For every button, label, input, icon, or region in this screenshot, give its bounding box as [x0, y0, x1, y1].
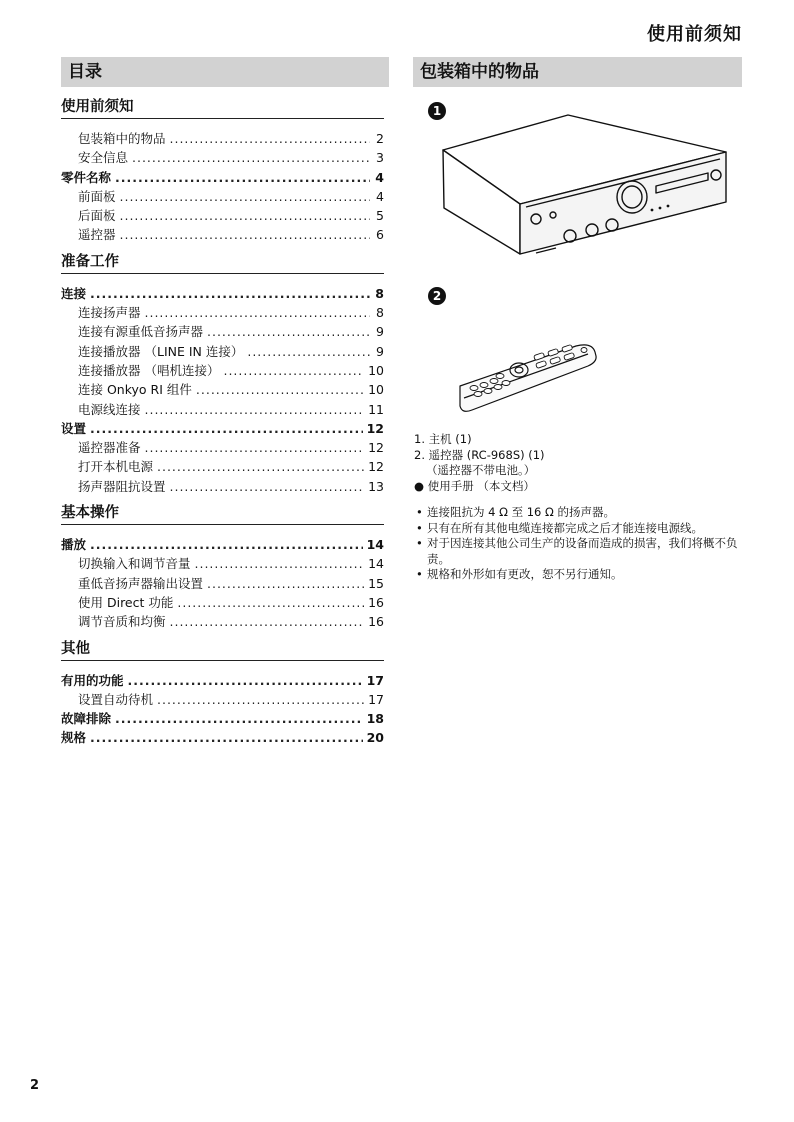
note-bullet: • [416, 505, 423, 519]
toc-entry[interactable] [61, 477, 384, 496]
toc-entry-label: 连接播放器 （唱机连接） [78, 362, 220, 378]
toc-entry[interactable] [61, 361, 384, 380]
note-bullet: • [416, 536, 423, 550]
toc-entry[interactable] [61, 709, 384, 728]
toc-entry[interactable] [61, 206, 384, 225]
toc-entry-page: 12 [368, 459, 384, 475]
toc-entry[interactable] [61, 148, 384, 167]
toc-group [61, 253, 384, 496]
toc-entry-label: 重低音扬声器输出设置 [78, 575, 204, 591]
toc-entry-label: 安全信息 [78, 150, 129, 166]
toc-entry-page: 9 [376, 324, 384, 340]
toc-entry-page: 8 [376, 305, 384, 321]
toc-entry-label: 设置自动待机 [78, 691, 154, 707]
toc-entry-label: 播放 [61, 537, 87, 553]
toc-group-title: 其他 [61, 640, 384, 661]
toc-entry-label: 后面板 [78, 208, 116, 224]
toc-entry-page: 11 [368, 401, 384, 417]
table-of-contents [61, 98, 384, 748]
toc-entry-page: 20 [366, 730, 384, 746]
toc-entry-page: 12 [366, 420, 384, 436]
toc-entry-label: 连接 [61, 285, 87, 301]
toc-entry-label: 故障排除 [61, 711, 112, 727]
toc-entry[interactable] [61, 400, 384, 419]
toc-entry-label: 包装箱中的物品 [78, 131, 166, 146]
toc-group [61, 504, 384, 631]
toc-entry-label: 打开本机电源 [78, 459, 154, 475]
note-item [416, 521, 746, 537]
toc-entry-page: 10 [368, 362, 384, 378]
item-main-unit: 1. 主机 (1) [414, 432, 472, 446]
toc-group-title: 基本操作 [61, 504, 384, 525]
toc-entry[interactable] [61, 129, 384, 148]
toc-entry-label: 扬声器阻抗设置 [78, 478, 166, 494]
toc-entry-page: 14 [368, 556, 384, 572]
toc-entry-page: 9 [376, 343, 384, 359]
toc-entry[interactable] [61, 728, 384, 747]
remote-control-illustration [456, 340, 600, 416]
toc-entry-page: 18 [366, 711, 384, 727]
main-unit-illustration [440, 112, 730, 260]
toc-entry-page: 6 [376, 227, 384, 243]
toc-entry[interactable] [61, 168, 384, 187]
note-item [416, 505, 746, 521]
toc-entry-page: 16 [368, 594, 384, 610]
toc-entry[interactable] [61, 438, 384, 457]
toc-entry[interactable] [61, 284, 384, 303]
toc-section-title: 目录 [61, 57, 389, 87]
toc-entry-page: 2 [376, 131, 384, 146]
toc-entry-label: 使用 Direct 功能 [78, 594, 174, 610]
note-bullet: • [416, 567, 423, 581]
toc-entry-page: 14 [366, 537, 384, 553]
toc-entry[interactable] [61, 612, 384, 631]
toc-entry[interactable] [61, 593, 384, 612]
toc-entry-page: 4 [375, 169, 384, 185]
toc-entry-page: 17 [368, 691, 384, 707]
toc-entry-label: 前面板 [78, 188, 116, 204]
toc-entry-page: 16 [368, 614, 384, 630]
toc-entry[interactable] [61, 554, 384, 573]
note-text: 只有在所有其他电缆连接都完成之后才能连接电源线。 [427, 520, 703, 535]
toc-entry-label: 规格 [61, 730, 87, 746]
toc-entry-page: 13 [368, 478, 384, 494]
toc-entry[interactable] [61, 303, 384, 322]
toc-entry[interactable] [61, 187, 384, 206]
toc-entry[interactable] [61, 535, 384, 554]
toc-entry-label: 遥控器 [78, 227, 116, 243]
item-remote-note: （遥控器不带电池。） [426, 463, 536, 477]
toc-group-title: 使用前须知 [61, 98, 384, 119]
toc-entry-label: 电源线连接 [78, 401, 141, 417]
toc-entry[interactable] [61, 574, 384, 593]
notes-list [416, 505, 746, 583]
toc-group-title: 准备工作 [61, 253, 384, 274]
note-item [416, 567, 746, 583]
toc-group [61, 640, 384, 748]
toc-entry-page: 4 [376, 188, 384, 204]
toc-entry-label: 连接 Onkyo RI 组件 [78, 382, 192, 398]
toc-entry-page: 3 [376, 150, 384, 166]
toc-entry-label: 有用的功能 [61, 672, 124, 688]
toc-entry-label: 切换输入和调节音量 [78, 556, 191, 572]
note-text: 规格和外形如有更改，恕不另行通知。 [427, 567, 623, 581]
toc-entry[interactable] [61, 419, 384, 438]
toc-entry-label: 连接扬声器 [78, 305, 141, 321]
box-contents-list [414, 432, 744, 494]
toc-entry[interactable] [61, 342, 384, 361]
toc-entry-label: 遥控器准备 [78, 440, 141, 456]
item-manual: 使用手册 （本文档） [427, 478, 535, 493]
toc-entry-page: 8 [375, 285, 384, 301]
toc-entry[interactable] [61, 322, 384, 341]
toc-entry-page: 15 [368, 575, 384, 591]
note-text: 对于因连接其他公司生产的设备而造成的损害，我们将概不负责。 [427, 536, 738, 566]
toc-entry-label: 零件名称 [61, 169, 112, 185]
toc-entry-page: 17 [366, 672, 384, 688]
toc-entry[interactable] [61, 671, 384, 690]
toc-entry-page: 5 [376, 208, 384, 224]
box-contents-section-title: 包装箱中的物品 [413, 57, 742, 87]
toc-entry-page: 12 [368, 440, 384, 456]
toc-entry-label: 连接有源重低音扬声器 [78, 324, 204, 340]
toc-entry[interactable] [61, 457, 384, 476]
toc-entry-label: 设置 [61, 420, 87, 436]
toc-entry[interactable] [61, 225, 384, 244]
toc-entry-label: 调节音质和均衡 [78, 614, 166, 630]
toc-group [61, 98, 384, 245]
toc-entry-page: 10 [368, 382, 384, 398]
toc-entry[interactable] [61, 690, 384, 709]
toc-entry-label: 连接播放器 （LINE IN 连接） [78, 343, 244, 359]
note-bullet: • [416, 520, 423, 535]
note-text: 连接阻抗为 4 Ω 至 16 Ω 的扬声器。 [427, 505, 615, 519]
item-2-marker: 2 [428, 287, 446, 305]
running-header: 使用前须知 [647, 24, 742, 45]
item-1-marker: 1 [428, 102, 446, 120]
item-remote-control: 2. 遥控器 (RC-968S) (1) [414, 447, 545, 462]
toc-entry[interactable] [61, 380, 384, 399]
note-item [416, 536, 746, 567]
item-manual-bullet: ● [414, 478, 425, 493]
page-number: 2 [30, 1078, 40, 1093]
